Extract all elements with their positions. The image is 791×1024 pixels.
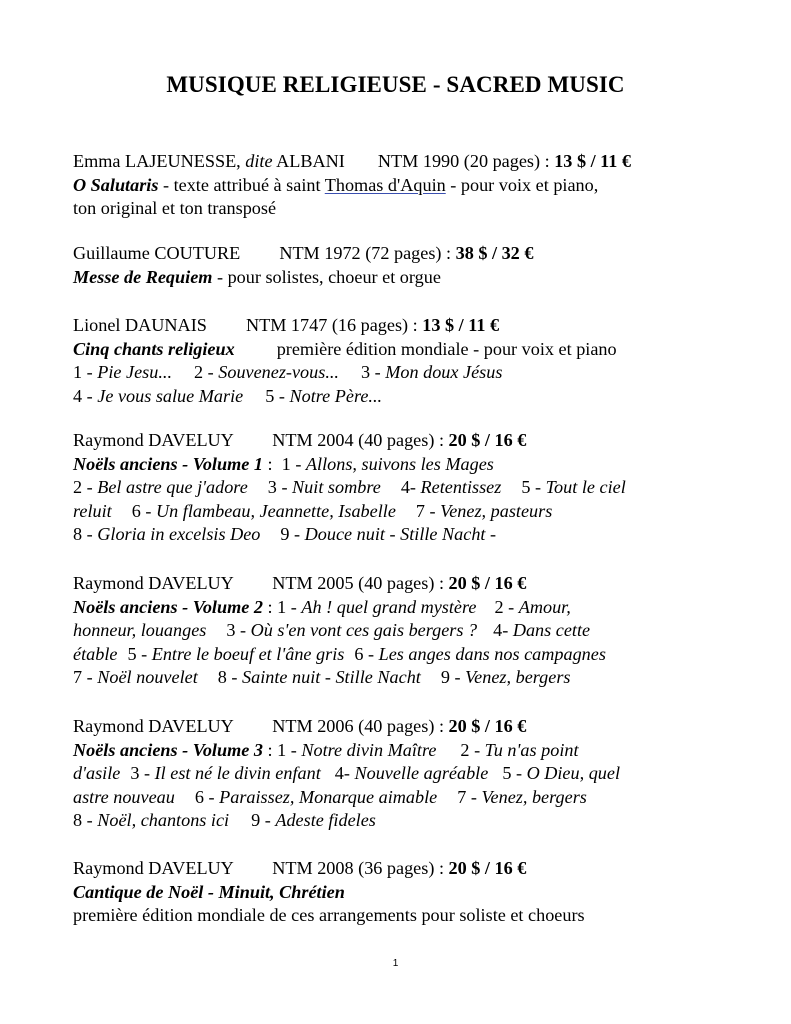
composer-name: Raymond DAVELUY xyxy=(73,858,234,878)
track-line xyxy=(73,786,753,810)
price: 20 $ / 16 € xyxy=(448,430,527,450)
track-line xyxy=(73,500,753,524)
track-item: 4- Dans cette xyxy=(493,620,591,641)
track-item: 1 - Ah ! quel grand mystère xyxy=(277,596,477,617)
work-description-suffix: - pour voix et piano, xyxy=(445,174,599,195)
work-description-prefix: - texte attribué à saint xyxy=(158,174,325,195)
track-item: 7 - Noël nouvelet xyxy=(73,667,198,688)
track-item: 5 - Entre le boeuf et l'âne gris xyxy=(127,643,345,664)
price: 38 $ / 32 € xyxy=(455,243,534,263)
track-item: 2 - Bel astre que j'adore xyxy=(73,477,248,498)
work-title: Cantique de Noël - Minuit, Chrétien xyxy=(73,881,345,902)
work-title: Cinq chants religieux xyxy=(73,338,235,359)
track-item: 3 - Où s'en vont ces gais bergers ? xyxy=(226,620,478,641)
catalog-entry-daveluy-2004 xyxy=(73,429,753,547)
track-item-continued: reluit xyxy=(73,500,112,521)
composer-name: Emma LAJEUNESSE, xyxy=(73,151,241,171)
track-item: 5 - O Dieu, quel xyxy=(502,763,621,784)
track-item-continued: honneur, louanges xyxy=(73,620,207,641)
track-item: 4 - Je vous salue Marie xyxy=(73,385,244,406)
catalog-number: NTM 2004 (40 pages) : xyxy=(272,430,444,450)
entry-header xyxy=(73,429,753,453)
price: 20 $ / 16 € xyxy=(448,716,527,736)
catalog-number: NTM 2006 (40 pages) : xyxy=(272,716,444,736)
track-line xyxy=(73,666,753,690)
work-description-line: ton original et ton transposé xyxy=(73,198,277,219)
track-item: 3 - Nuit sombre xyxy=(267,477,381,498)
work-title: O Salutaris xyxy=(73,174,159,195)
catalog-number: NTM 2005 (40 pages) : xyxy=(272,573,444,593)
track-line xyxy=(73,809,753,833)
entry-header xyxy=(73,314,753,338)
page-number: 1 xyxy=(392,958,399,969)
catalog-entry-albani xyxy=(73,150,753,221)
entry-work xyxy=(73,881,753,905)
entry-header xyxy=(73,150,753,174)
track-item: 8 - Sainte nuit - Stille Nacht xyxy=(217,667,421,688)
work-title: Noëls anciens - Volume 3 xyxy=(73,739,263,760)
track-item: 6 - Paraissez, Monarque aimable xyxy=(194,786,438,807)
composer-alias: ALBANI xyxy=(276,151,345,171)
work-title: Noëls anciens - Volume 2 xyxy=(73,596,263,617)
work-description: - pour solistes, choeur et orgue xyxy=(212,266,441,287)
track-item: 5 - Tout le ciel xyxy=(521,477,626,498)
track-item-continued: astre nouveau xyxy=(73,786,175,807)
track-item: 1 - Notre divin Maître xyxy=(277,739,437,760)
price: 20 $ / 16 € xyxy=(448,858,527,878)
catalog-number: NTM 1747 (16 pages) : xyxy=(245,315,418,335)
track-item: 3 - Mon doux Jésus xyxy=(360,362,503,383)
track-line xyxy=(73,385,753,409)
catalog-entry-daveluy-2008 xyxy=(73,857,753,928)
entry-work xyxy=(73,453,753,477)
price: 20 $ / 16 € xyxy=(448,573,527,593)
track-item-continued: d'asile xyxy=(73,763,121,784)
composer-name: Raymond DAVELUY xyxy=(73,573,234,593)
track-item: 2 - Tu n'as point xyxy=(460,739,579,760)
separator: : xyxy=(262,453,273,474)
track-item: 9 - Douce nuit - Stille Nacht xyxy=(280,524,486,545)
thomas-aquin-link[interactable]: Thomas d'Aquin xyxy=(324,174,446,195)
track-line xyxy=(73,476,753,500)
track-line xyxy=(73,619,753,643)
entry-header xyxy=(73,715,753,739)
composer-name: Lionel DAUNAIS xyxy=(73,315,207,335)
composer-name: Guillaume COUTURE xyxy=(73,243,241,263)
track-item-continued: étable xyxy=(73,643,118,664)
track-item: 2 - Souvenez-vous... xyxy=(194,362,339,383)
price: 13 $ / 11 € xyxy=(554,151,632,171)
track-line xyxy=(73,643,753,667)
track-line xyxy=(73,361,753,385)
track-item: 8 - Noël, chantons ici xyxy=(73,810,230,831)
track-item: 9 - Venez, bergers xyxy=(440,667,571,688)
track-item: 2 - Amour, xyxy=(494,596,571,617)
entry-header xyxy=(73,857,753,881)
track-item: 1 - Pie Jesu... xyxy=(73,362,172,383)
entry-header xyxy=(73,572,753,596)
work-description: première édition mondiale de ces arrangements pour soliste et choeurs xyxy=(73,905,585,926)
catalog-entry-couture xyxy=(73,242,753,289)
track-item: 4- Nouvelle agréable xyxy=(334,763,489,784)
track-item: 7 - Venez, pasteurs xyxy=(415,500,553,521)
price: 13 $ / 11 € xyxy=(422,315,500,335)
entry-work xyxy=(73,596,753,620)
composer-name: Raymond DAVELUY xyxy=(73,430,234,450)
entry-header xyxy=(73,242,753,266)
track-item: 5 - Notre Père... xyxy=(265,385,383,406)
track-item: 8 - Gloria in excelsis Deo xyxy=(73,524,261,545)
track-item: 6 - Les anges dans nos campagnes xyxy=(354,643,606,664)
track-item: 6 - Un flambeau, Jeannette, Isabelle xyxy=(131,500,396,521)
entry-work xyxy=(73,338,753,362)
work-description: première édition mondiale - pour voix et piano xyxy=(276,338,617,359)
entry-work xyxy=(73,266,753,290)
page-title: MUSIQUE RELIGIEUSE - SACRED MUSIC xyxy=(166,72,625,97)
work-title: Messe de Requiem xyxy=(73,266,213,287)
track-line xyxy=(73,523,753,547)
track-item: 1 - Allons, suivons les Mages xyxy=(281,453,494,474)
track-item: 7 - Venez, bergers xyxy=(457,786,587,807)
catalog-entry-daveluy-2006 xyxy=(73,715,753,833)
composer-name: Raymond DAVELUY xyxy=(73,716,234,736)
work-title: Noëls anciens - Volume 1 xyxy=(73,453,263,474)
entry-work xyxy=(73,174,753,198)
catalog-number: NTM 1990 (20 pages) : xyxy=(377,151,550,171)
separator: : xyxy=(262,596,273,617)
catalog-entry-daunais xyxy=(73,314,753,408)
catalog-entry-daveluy-2005 xyxy=(73,572,753,690)
trailing-dash: - xyxy=(485,524,497,545)
composer-alias-word: dite xyxy=(245,151,273,171)
track-item: 3 - Il est né le divin enfant xyxy=(130,763,321,784)
catalog-number: NTM 2008 (36 pages) : xyxy=(272,858,444,878)
catalog-number: NTM 1972 (72 pages) : xyxy=(279,243,452,263)
track-item: 9 - Adeste fideles xyxy=(251,810,376,831)
separator: : xyxy=(262,739,273,760)
entry-work xyxy=(73,739,753,763)
track-item: 4- Retentissez xyxy=(400,477,502,498)
track-line xyxy=(73,762,753,786)
